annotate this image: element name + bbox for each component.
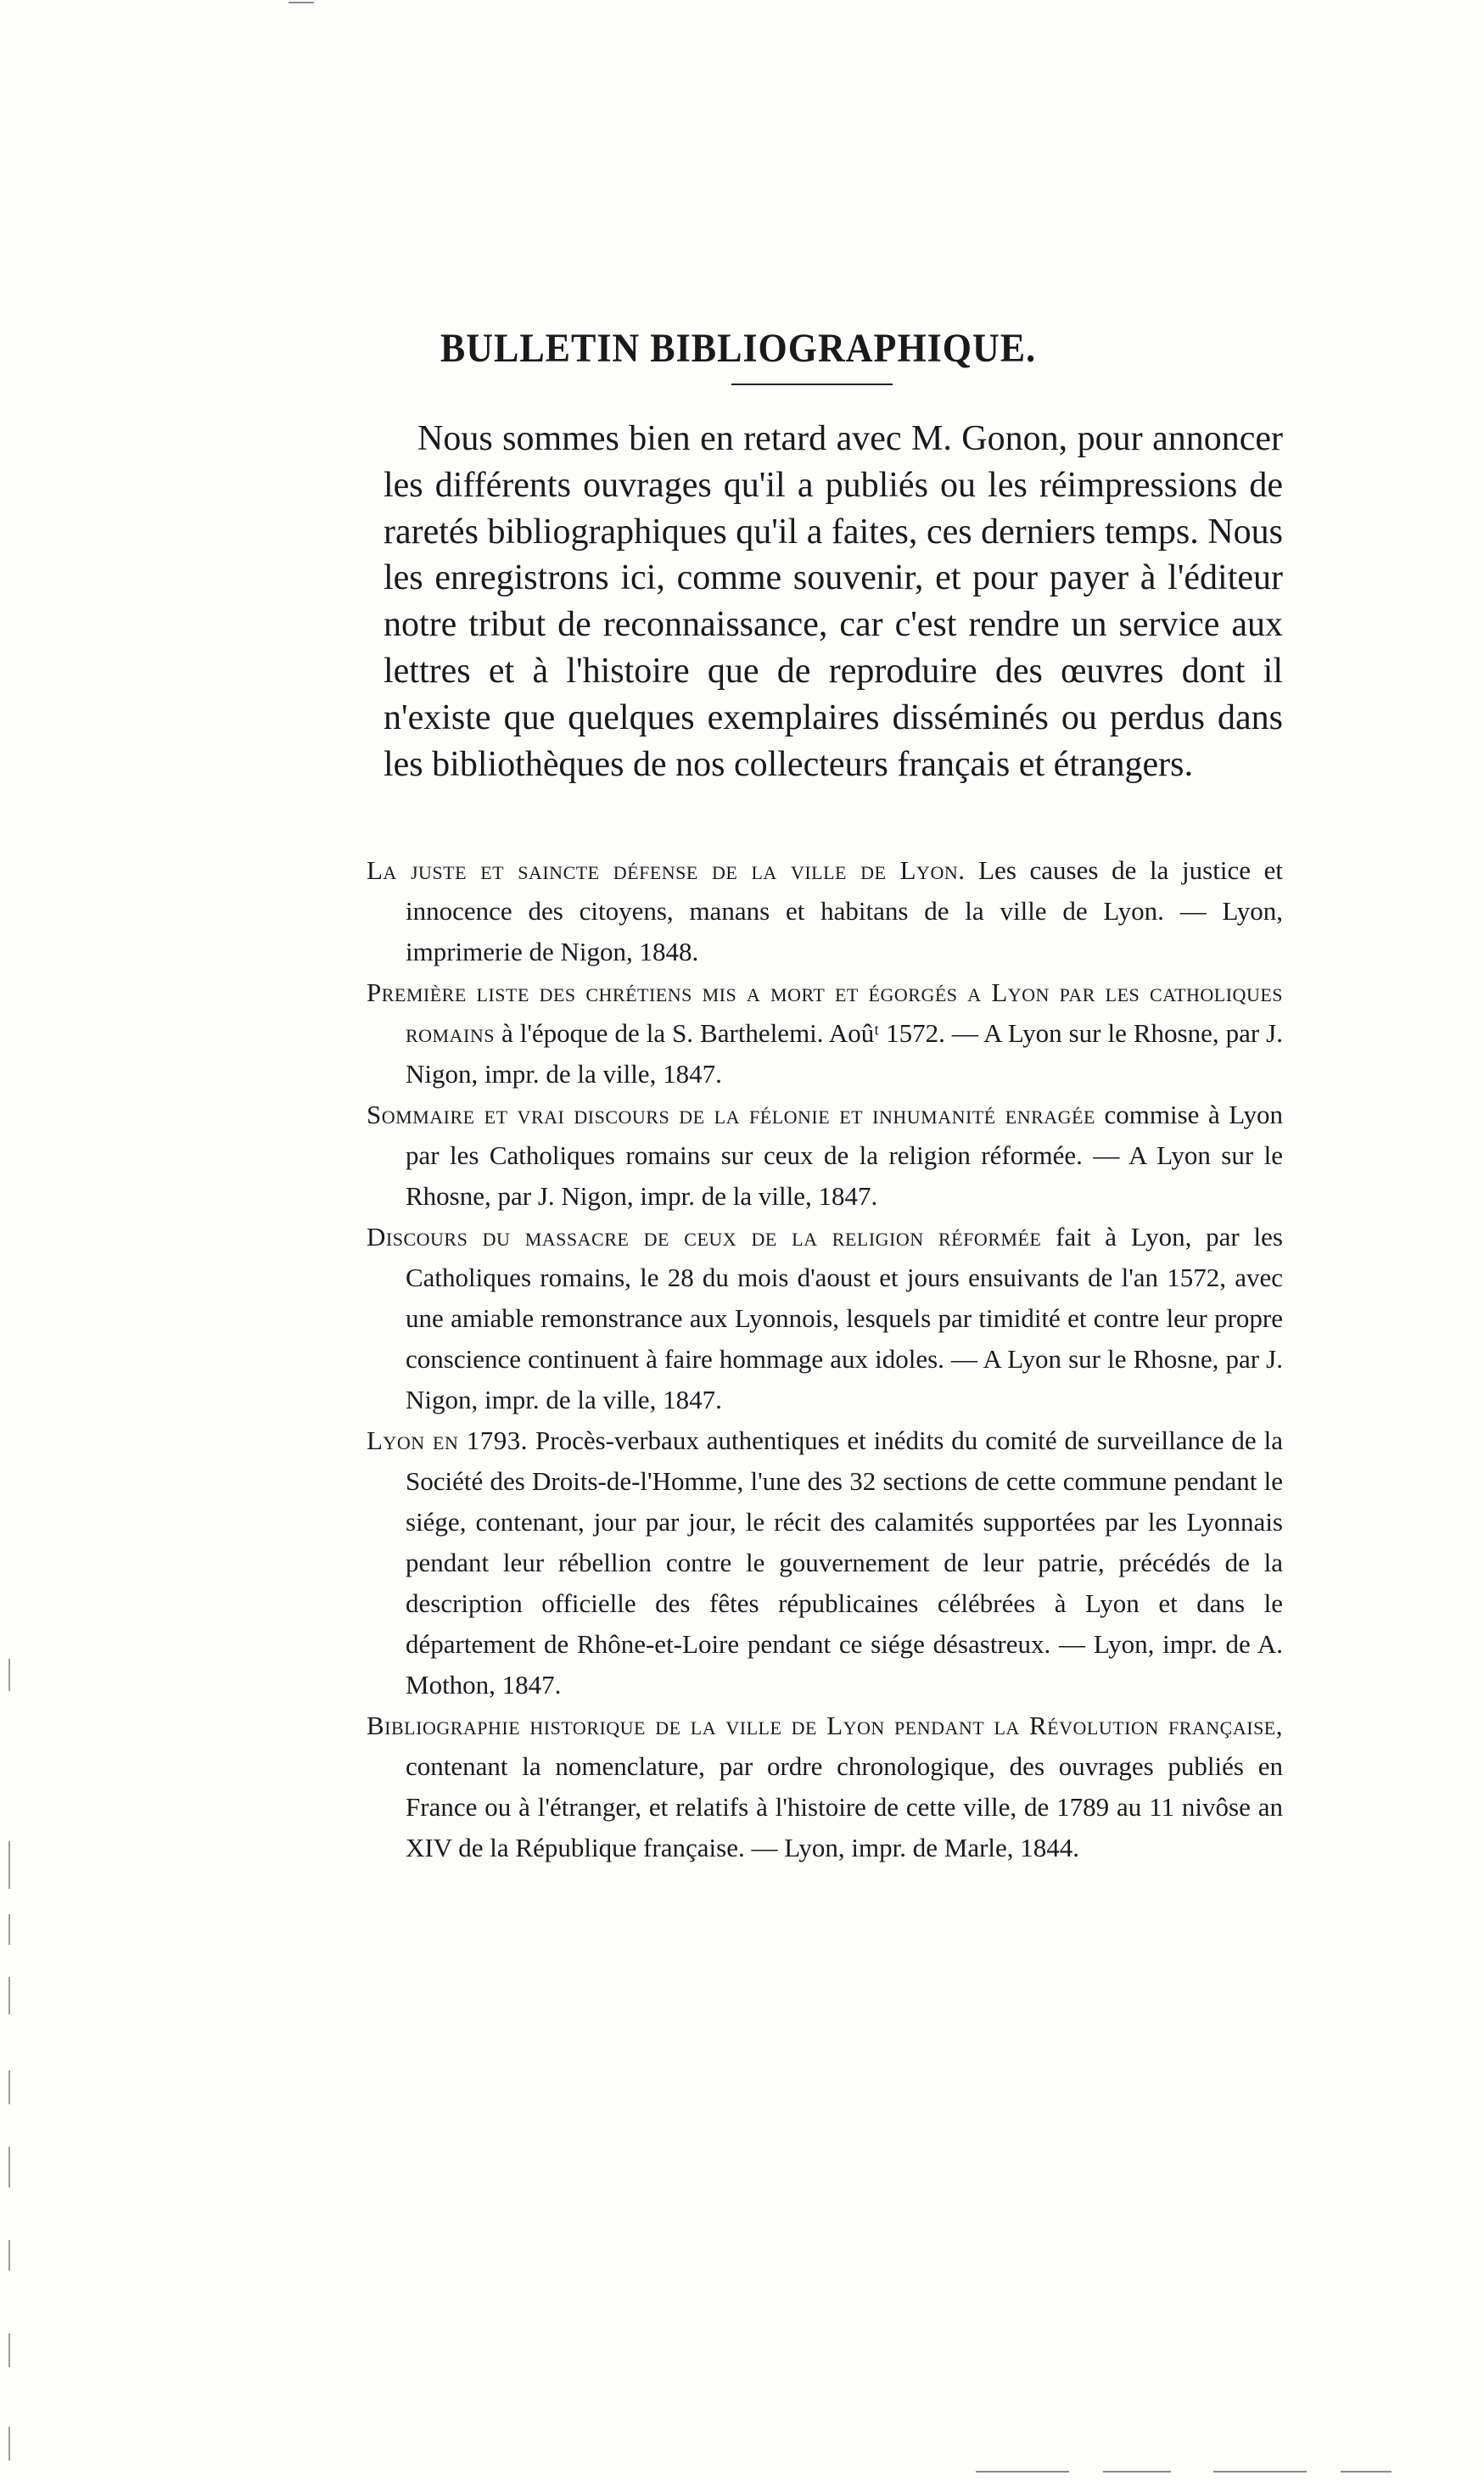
scan-margin-mark [8, 2147, 10, 2187]
scan-margin-mark [8, 1914, 10, 1945]
bibliography-list [367, 850, 1283, 1868]
bibliography-entry [367, 972, 1283, 1095]
scan-edge-mark [1103, 2471, 1171, 2473]
title-rule [731, 384, 893, 385]
entry-title: Lyon en 1793. [367, 1425, 529, 1455]
bibliography-entry [367, 1420, 1283, 1705]
scan-margin-mark [8, 2333, 10, 2367]
entry-description: à l'époque de la S. Barthelemi. Aoûᵗ 1572. — A Lyon sur le Rhosne, par J. Nigon, impr. de la ville, 1847. [406, 1018, 1283, 1089]
entry-title: Discours du massacre de ceux de la religion réformée [367, 1222, 1042, 1252]
entry-description: fait à Lyon, par les Catholiques romains, le 28 du mois d'aoust et jours ensuivants de l'an 1572, avec une amiable remonstrance aux Lyonnois, lesquels par timidité et contre leur propre conscience continuent à faire hommage aux idoles. — A Lyon sur le Rhosne, par J. Nigon, impr. de la ville, 1847. [406, 1222, 1283, 1414]
entry-title: Première liste des chrétiens mis a mort et égorgés a Lyon par les catholiques romains [367, 977, 1284, 1048]
entry-description: Procès-verbaux authentiques et inédits du comité de surveillance de la Société des Droits-de-l'Homme, l'une des 32 sections de cette commune pendant le siége, contenant, jour par jour, le récit des calamités supportées par les Lyonnais pendant leur rébellion contre le gouvernement de leur patrie, précédés de la description officielle des fêtes républicaines célébrées à Lyon et dans le département de Rhône-et-Loire pendant ce siége désastreux. — Lyon, impr. de A. Mothon, 1847. [406, 1425, 1283, 1700]
entry-description: contenant la nomenclature, par ordre chronologique, des ouvrages publiés en France ou à l'étranger, et relatifs à l'histoire de cette ville, de 1789 au 11 nivôse an XIV de la République française. — Lyon, impr. de Marle, 1844. [406, 1751, 1283, 1862]
scan-edge-mark [1213, 2471, 1307, 2473]
scan-edge-mark [976, 2471, 1069, 2473]
scan-margin-mark [8, 2240, 10, 2271]
bibliography-entry [367, 1095, 1283, 1217]
bibliography-entry [367, 1705, 1283, 1868]
page-title: BULLETIN BIBLIOGRAPHIQUE. [440, 326, 1037, 371]
entry-description: Les causes de la justice et innocence des citoyens, manans et habitans de la ville de Lyon. — Lyon, imprimerie de Nigon, 1848. [406, 855, 1283, 966]
scan-margin-mark [8, 2427, 10, 2461]
scan-edge-mark [288, 2, 314, 3]
scan-margin-mark [8, 1841, 10, 1889]
scan-edge-mark [1341, 2471, 1392, 2473]
scan-margin-mark [8, 1977, 10, 2014]
entry-title: Bibliographie historique de la ville de Lyon pendant la Révolution française, [367, 1711, 1283, 1740]
bibliography-entry [367, 1217, 1283, 1420]
scan-margin-mark [8, 2070, 10, 2104]
bibliography-entry [367, 850, 1283, 972]
entry-description: commise à Lyon par les Catholiques romains sur ceux de la religion réformée. — A Lyon sur le Rhosne, par J. Nigon, impr. de la ville, 1847. [406, 1100, 1283, 1211]
entry-title: La juste et saincte défense de la ville de Lyon. [367, 855, 966, 885]
scan-margin-mark [8, 1659, 10, 1691]
entry-title: Sommaire et vrai discours de la félonie et inhumanité enragée [367, 1100, 1095, 1129]
intro-paragraph: Nous sommes bien en retard avec M. Gonon, pour annoncer les différents ouvrages qu'il a publiés ou les réimpressions de raretés bibliographiques qu'il a faites, ces derniers temps. Nous les enregistrons ici, comme souvenir, et pour payer à l'éditeur notre tribut de reconnaissance, car c'est rendre un service aux lettres et à l'histoire que de reproduire des œuvres dont il n'existe que quelques exemplaires disséminés ou perdus dans les bibliothèques de nos collecteurs français et étrangers. [384, 419, 1283, 784]
